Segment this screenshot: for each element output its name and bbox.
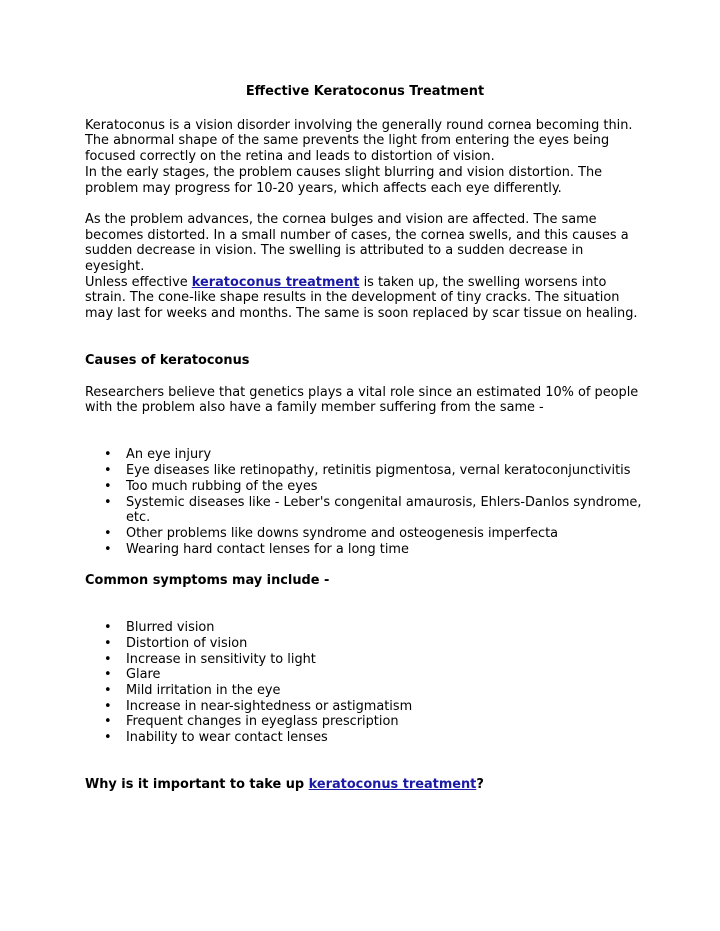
list-item: • Glare: [126, 667, 645, 683]
list-item: • Systemic diseases like - Leber's congenital amaurosis, Ehlers-Danlos syndrome, etc.: [126, 495, 645, 526]
spacer: [85, 557, 645, 573]
spacer: [85, 416, 645, 447]
keratoconus-treatment-link[interactable]: keratoconus treatment: [191, 274, 360, 290]
why-heading-text-after: ?: [476, 777, 484, 793]
list-item: • Increase in sensitivity to light: [126, 652, 645, 668]
list-item: • Eye diseases like retinopathy, retinitis pigmentosa, vernal keratoconjunctivitis: [126, 463, 645, 479]
intro-paragraph-2: In the early stages, the problem causes slight blurring and vision distortion. The problem may progress for 10-20 years, which affects each eye differently.: [85, 164, 603, 196]
spacer: [85, 322, 645, 353]
intro-paragraph-3: As the problem advances, the cornea bulges and vision are affected. The same becomes distorted. In a small number of cases, the cornea swells, and this causes a sudden decrease in vision. The swelling is attributed to a sudden decrease in eyesight.: [85, 211, 629, 275]
list-item: • An eye injury: [126, 447, 645, 463]
list-item: • Blurred vision: [126, 620, 645, 636]
list-item: • Increase in near-sightedness or astigmatism: [126, 699, 645, 715]
intro-paragraph-4: [85, 275, 645, 322]
list-item: • Inability to wear contact lenses: [126, 730, 645, 746]
intro-paragraph-4-text-after: is taken up, the swelling worsens into strain. The cone-like shape results in the development of tiny cracks. The situation may last for weeks and months. The same is soon replaced by scar tissue on healing.: [85, 274, 638, 322]
why-heading: [85, 777, 645, 793]
list-item: • Distortion of vision: [126, 636, 645, 652]
document-page: [85, 84, 645, 793]
why-heading-text-before: Why is it important to take up: [85, 777, 309, 793]
causes-heading: Causes of keratoconus: [85, 353, 250, 369]
page-title: Effective Keratoconus Treatment: [245, 84, 485, 99]
symptoms-list: [85, 620, 645, 746]
list-item: • Frequent changes in eyeglass prescription: [126, 714, 645, 730]
list-item: • Other problems like downs syndrome and osteogenesis imperfecta: [126, 526, 645, 542]
causes-list: [85, 447, 645, 557]
spacer: [85, 369, 645, 385]
symptoms-heading: Common symptoms may include -: [85, 573, 330, 589]
keratoconus-treatment-link[interactable]: keratoconus treatment: [308, 777, 477, 793]
spacer: [85, 196, 645, 212]
list-item: • Mild irritation in the eye: [126, 683, 645, 699]
intro-paragraph-4-text-before: Unless effective: [85, 274, 192, 290]
list-item: • Wearing hard contact lenses for a long time: [126, 542, 645, 558]
list-item: • Too much rubbing of the eyes: [126, 479, 645, 495]
causes-paragraph: Researchers believe that genetics plays a vital role since an estimated 10% of people with the problem also have a family member suffering from the same -: [85, 384, 639, 416]
spacer: [85, 746, 645, 777]
spacer: [85, 589, 645, 620]
intro-paragraph-1: Keratoconus is a vision disorder involving the generally round cornea becoming thin. The abnormal shape of the same prevents the light from entering the eyes being focused correctly on the retina and leads to distortion of vision.: [85, 117, 633, 165]
